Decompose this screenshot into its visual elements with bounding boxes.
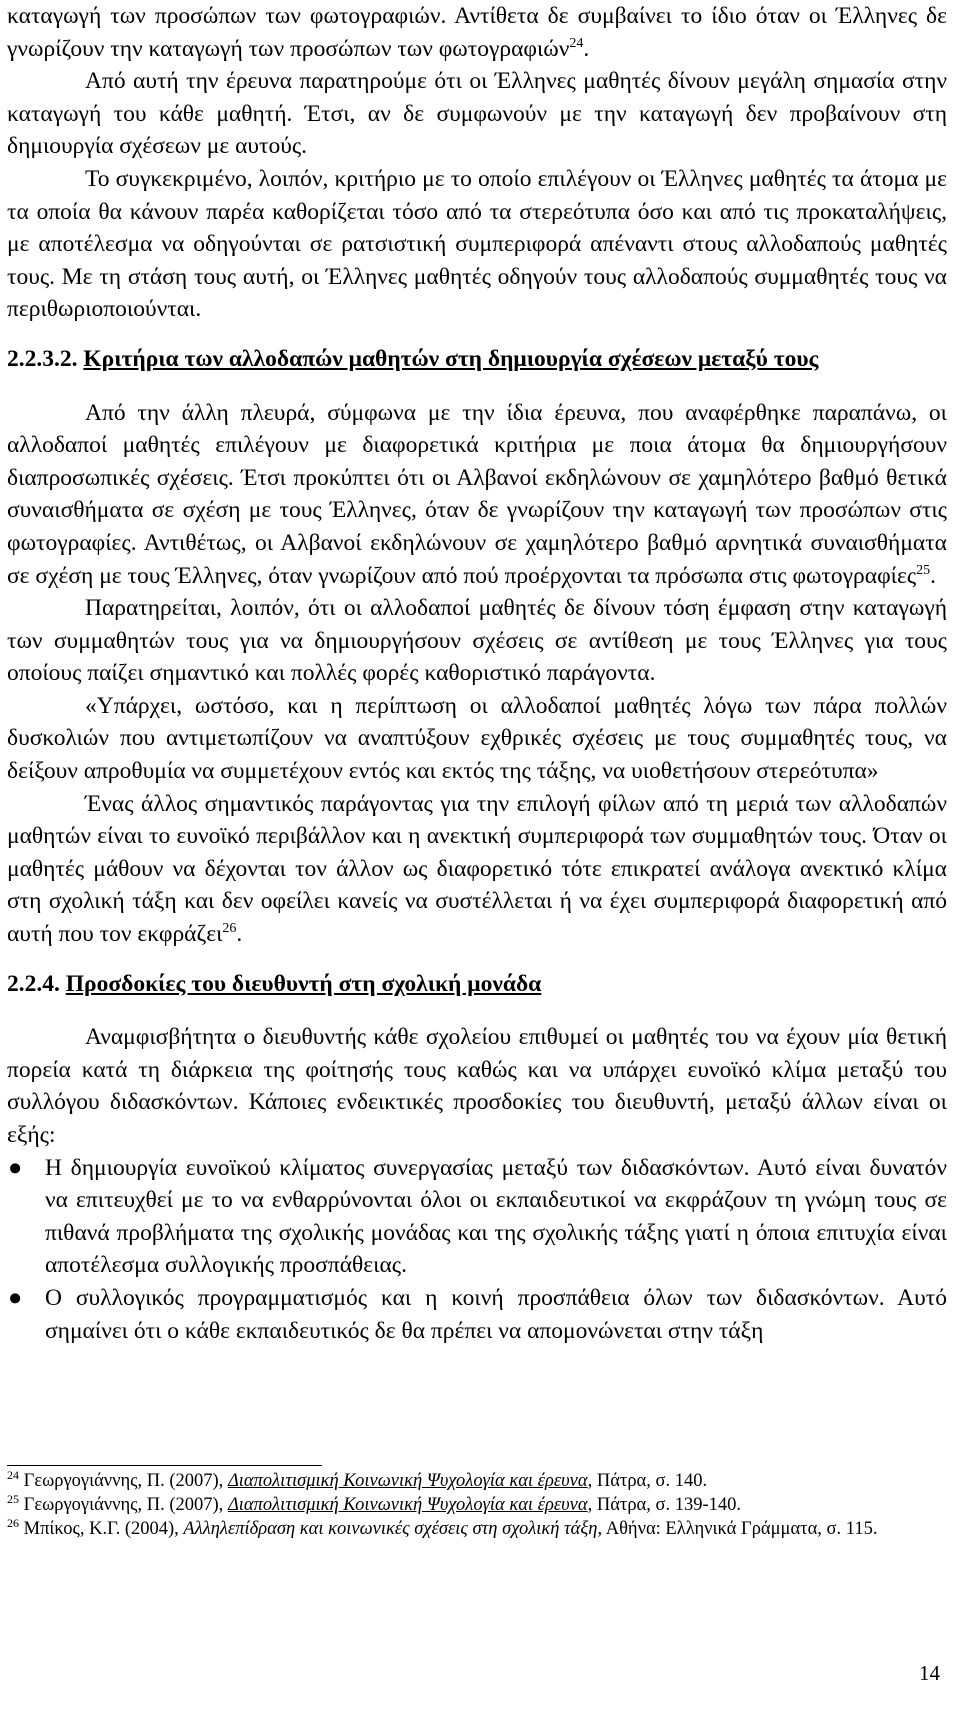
bullet-icon: ● [8,1154,23,1181]
section-title: Προσδοκίες του διευθυντή στη σχολική μονάδα [65,970,542,997]
section-heading [7,968,947,1001]
footnote [7,1469,947,1493]
footnote-ref[interactable]: 26 [222,921,237,937]
footnote [7,1493,947,1517]
paragraph: Παρατηρείται, λοιπόν, ότι οι αλλοδαποί μαθητές δε δίνουν τόση έμφαση στην καταγωγή των συμμαθητών τους για να δημιουργήσουν σχέσεις σε αντίθεση με τους Έλληνες για τους οποίους παίζει σημαντικό και πολλές φορές καθοριστικό παράγοντα. [7,595,947,687]
paragraph [7,788,947,951]
paragraph: Αναμφισβήτητα ο διευθυντής κάθε σχολείου επιθυμεί οι μαθητές του να έχουν μία θετική πορεία κατά τη διάρκεια της φοίτησής τους καθώς και να υπάρχει ευνοϊκό κλίμα μεταξύ του συλλόγου διδασκόντων. Κάποιες ενδεικτικές προσδοκίες του διευθυντή, μεταξύ άλλων είναι οι εξής: [7,1024,947,1148]
footnote-title: Διαπολιτισμική Κοινωνική Ψυχολογία και έρευνα [227,1471,588,1491]
footnote-number: 24 [7,1467,19,1482]
paragraph: «Υπάρχει, ωστόσο, και η περίπτωση οι αλλοδαποί μαθητές λόγω των πάρα πολλών δυσκολιών που αντιμετωπίζουν να αναπτύξουν εχθρικές σχέσεις με τους συμμαθητές τους, να δείξουν απροθυμία να συμμετέχουν εντός και εκτός της τάξης, να υιοθετήσουν στερεότυπα» [7,692,947,785]
footnote-number: 25 [7,1491,19,1506]
footnote-details: , Πάτρα, σ. 140. [587,1471,708,1491]
footnote-title: Διαπολιτισμική Κοινωνική Ψυχολογία και έρευνα [227,1495,588,1515]
list-item-text: Η δημιουργία ευνοϊκού κλίματος συνεργασίας μεταξύ των διδασκόντων. Αυτό είναι δυνατόν να επιτευχθεί με το να ενθαρρύνονται όλοι οι εκπαιδευτικοί να εκφράζουν τη γνώμη τους σε πιθανά προβλήματα της σχολικής μονάδας και της σχολικής τάξης γιατί η όποια επιτυχία είναι αποτέλεσμα συλλογικής προσπάθειας. [45,1154,947,1279]
paragraph: Το συγκεκριμένο, λοιπόν, κριτήριο με το οποίο επιλέγουν οι Έλληνες μαθητές τα άτομα με τα οποία θα κάνουν παρέα καθορίζεται τόσο από τα στερεότυπα όσο και από τις προκαταλήψεις, με αποτέλεσμα να οδηγούνται σε ρατσιστική συμπεριφορά απέναντι στους αλλοδαπούς μαθητές τους. Με τη στάση τους αυτή, οι Έλληνες μαθητές οδηγούν τους αλλοδαπούς συμμαθητές τους να περιθωριοποιούνται. [7,165,947,323]
footnote-author: Γεωργογιάννης, Π. (2007), [23,1471,228,1491]
paragraph-end: . [930,562,937,589]
list-item [7,1282,947,1347]
footnote-ref[interactable]: 24 [569,35,584,51]
paragraph-end: . [236,921,243,948]
paragraph-text: Από την άλλη πλευρά, σύμφωνα με την ίδια έρευνα, που αναφέρθηκε παραπάνω, οι αλλοδαποί μαθητές επιλέγουν με διαφορετικά κριτήρια με ποια άτομα θα δημιουργήσουν διαπροσωπικές σχέσεις. Έτσι προκύπτει ότι οι Αλβανοί εκδηλώνουν σε χαμηλότερο βαθμό θετικά συναισθήματα σε σχέση με τους Έλληνες, όταν δε γνωρίζουν την καταγωγή των προσώπων στις φωτογραφίες. Αντιθέτως, οι Αλβανοί εκδηλώνουν σε χαμηλότερο βαθμό αρνητικά συναισθήματα σε σχέση με τους Έλληνες, όταν γνωρίζουν από πού προέρχονται τα πρόσωπα στις φωτογραφίες [7,399,947,589]
footnote-details: , Πάτρα, σ. 139-140. [587,1495,741,1515]
section-number: 2.2.4. [7,970,60,997]
paragraph [7,397,947,593]
footnote [7,1517,947,1541]
footnotes [7,1469,947,1541]
section-number: 2.2.3.2. [7,345,78,372]
list-item-text: Ο συλλογικός προγραμματισμός και η κοινή προσπάθεια όλων των διδασκόντων. Αυτό σημαίνει ότι ο κάθε εκπαιδευτικός δε θα πρέπει να απομονώνεται στην τάξη [45,1284,947,1344]
list-item [7,1152,947,1282]
paragraph-end: . [583,35,590,62]
paragraph-text: Ένας άλλος σημαντικός παράγοντας για την επιλογή φίλων από τη μεριά των αλλοδαπών μαθητών είναι το ευνοϊκό περιβάλλον και η ανεκτική συμπεριφορά των συμμαθητών τους. Όταν οι μαθητές μάθουν να δέχονται τον άλλον ως διαφορετικό τότε επικρατεί ανάλογα ανεκτικό κλίμα στη σχολική τάξη και δεν οφείλει κανείς να συστέλλεται ή να έχει συμπεριφορά διαφορετική από αυτή που τον εκφράζει [7,790,947,948]
paragraph-text: καταγωγή των προσώπων των φωτογραφιών. Αντίθετα δε συμβαίνει το ίδιο όταν οι Έλληνες δε γνωρίζουν την καταγωγή των προσώπων των φωτογραφιών [7,3,947,62]
footnote-title: Αλληλεπίδραση και κοινωνικές σχέσεις στη σχολική τάξη [183,1519,598,1539]
footnote-author: Γεωργογιάννης, Π. (2007), [23,1495,228,1515]
bullet-list [7,1152,947,1348]
footnote-ref[interactable]: 25 [916,562,931,578]
footnote-separator [7,1465,322,1466]
body-text [7,0,947,1347]
footnote-author: Μπίκος, Κ.Γ. (2004), [23,1519,184,1539]
paragraph: Από αυτή την έρευνα παρατηρούμε ότι οι Έλληνες μαθητές δίνουν μεγάλη σημασία στην καταγωγή του κάθε μαθητή. Έτσι, αν δε συμφωνούν με την καταγωγή δεν προβαίνουν στη δημιουργία σχέσεων με αυτούς. [7,68,947,160]
footnote-details: , Αθήνα: Ελληνικά Γράμματα, σ. 115. [597,1519,878,1539]
section-title: Κριτήρια των αλλοδαπών μαθητών στη δημιουργία σχέσεων μεταξύ τους [83,345,819,372]
paragraph [7,0,947,65]
page-number: 14 [919,1661,940,1685]
bullet-icon: ● [8,1284,23,1311]
footnote-number: 26 [7,1515,19,1530]
section-heading [7,343,947,376]
